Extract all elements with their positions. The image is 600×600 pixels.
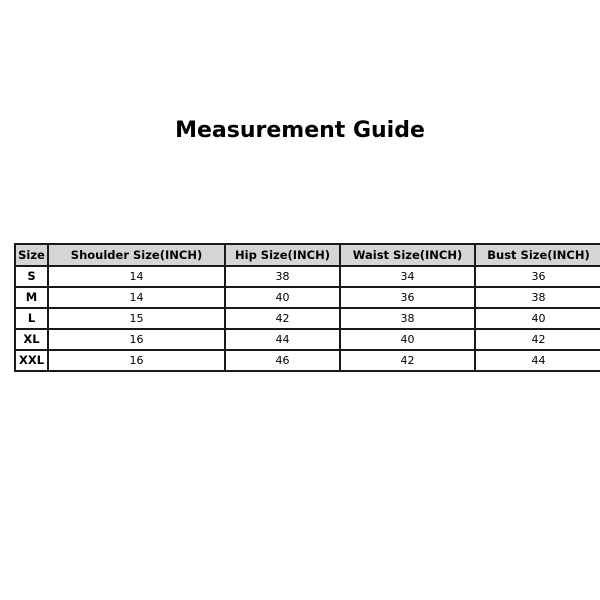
table-row <box>15 329 600 350</box>
size-cell: M <box>15 287 48 308</box>
shoulder-cell: 14 <box>48 266 225 287</box>
shoulder-cell: 16 <box>48 350 225 371</box>
waist-cell: 40 <box>340 329 475 350</box>
table-header-row <box>15 244 600 266</box>
hip-cell: 38 <box>225 266 340 287</box>
column-header-shoulder: Shoulder Size(INCH) <box>48 244 225 266</box>
shoulder-cell: 15 <box>48 308 225 329</box>
measurement-table <box>14 243 600 372</box>
column-header-bust: Bust Size(INCH) <box>475 244 600 266</box>
hip-cell: 46 <box>225 350 340 371</box>
hip-cell: 42 <box>225 308 340 329</box>
column-header-waist: Waist Size(INCH) <box>340 244 475 266</box>
column-header-size: Size <box>15 244 48 266</box>
bust-cell: 40 <box>475 308 600 329</box>
waist-cell: 34 <box>340 266 475 287</box>
bust-cell: 36 <box>475 266 600 287</box>
hip-cell: 44 <box>225 329 340 350</box>
waist-cell: 38 <box>340 308 475 329</box>
size-cell: S <box>15 266 48 287</box>
bust-cell: 44 <box>475 350 600 371</box>
shoulder-cell: 14 <box>48 287 225 308</box>
size-cell: L <box>15 308 48 329</box>
table-row <box>15 287 600 308</box>
shoulder-cell: 16 <box>48 329 225 350</box>
table-row <box>15 266 600 287</box>
hip-cell: 40 <box>225 287 340 308</box>
waist-cell: 36 <box>340 287 475 308</box>
column-header-hip: Hip Size(INCH) <box>225 244 340 266</box>
waist-cell: 42 <box>340 350 475 371</box>
bust-cell: 38 <box>475 287 600 308</box>
size-cell: XXL <box>15 350 48 371</box>
table-row <box>15 308 600 329</box>
bust-cell: 42 <box>475 329 600 350</box>
table-row <box>15 350 600 371</box>
page-title: Measurement Guide <box>175 118 425 143</box>
size-cell: XL <box>15 329 48 350</box>
